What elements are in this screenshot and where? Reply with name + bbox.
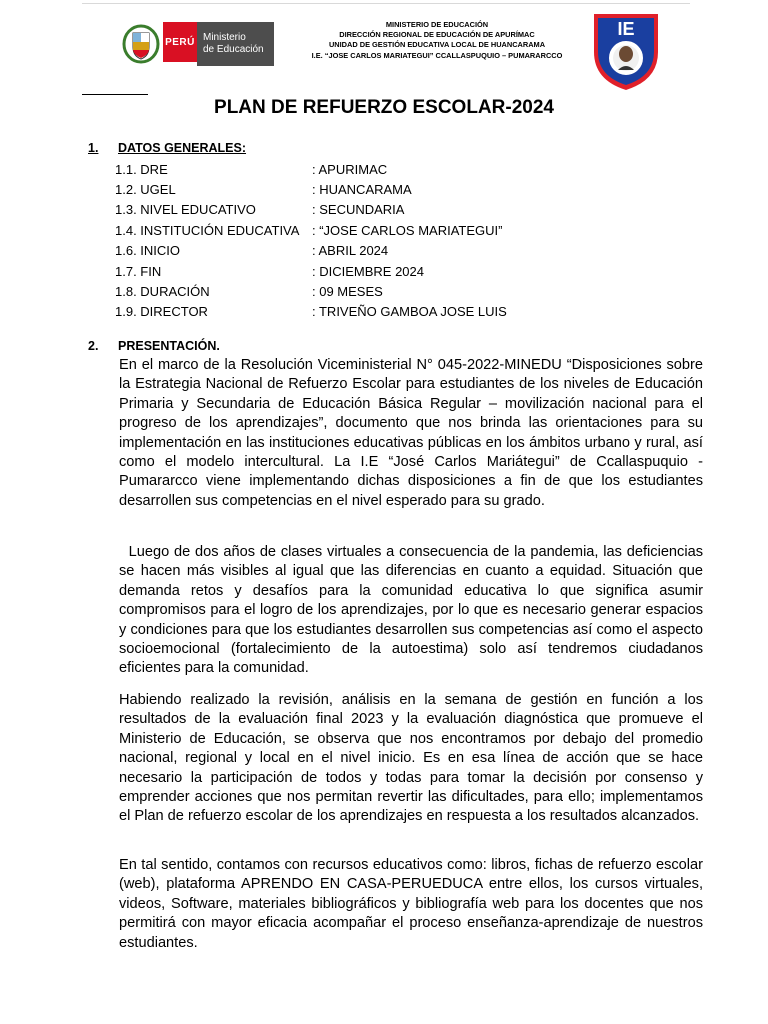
short-rule xyxy=(82,94,148,95)
data-row-institucion xyxy=(115,221,502,241)
data-label: 1.1. DRE xyxy=(115,162,168,177)
data-label: 1.6. INICIO xyxy=(115,243,181,258)
ie-logo-text: IE xyxy=(617,19,635,39)
data-value: : HUANCARAMA xyxy=(312,182,412,197)
paragraph: Habiendo realizado la revisión, análisis en la semana de gestión en función a los resultados de la evaluación final 2023 y la evaluación diagnóstica que promueve el Ministerio de Educación, se observa que nos encontramos por debajo del promedio nacional, regional y local en el nivel inicio. Es en esa línea de acción que se hace necesario la participación de todos y todas para tomar la decisión por consenso y emprender acciones que nos permitan revertir las dificultades, para ello; implementamos el Plan de refuerzo escolar de los aprendizajes en respuesta a los resultados alcanzados. xyxy=(119,692,703,825)
data-row-duracion xyxy=(115,282,383,302)
data-label: 1.9. DIRECTOR xyxy=(115,304,208,319)
data-row-fin xyxy=(115,262,424,282)
peru-label: PERÚ xyxy=(163,22,197,62)
data-label: 1.2. UGEL xyxy=(115,182,176,197)
data-row-nivel xyxy=(115,200,404,220)
header-line: DIRECCIÓN REGIONAL DE EDUCACIÓN DE APURÍMAC xyxy=(339,30,535,40)
section-1-title: DATOS GENERALES: xyxy=(118,141,247,155)
section-1-heading xyxy=(88,141,246,155)
top-rule xyxy=(82,3,690,4)
page-title: PLAN DE REFUERZO ESCOLAR-2024 xyxy=(214,97,554,118)
header-line: MINISTERIO DE EDUCACIÓN xyxy=(385,20,489,29)
paragraph: Luego de dos años de clases virtuales a consecuencia de la pandemia, las deficiencias se hacen más visibles al igual que las diferencias en cuanto a equidad. Situación que demanda retos y desafíos para la comunidad educativa lo que significa asumir compromisos para el logro de los aprendizajes, por lo que es necesario generar espacios y condiciones para que los estudiantes desarrollen sus competencias así como el aspecto socioemocional (fortalecimiento de la autoestima) solo así tendremos ciudadanos eficientes para la comunidad. xyxy=(119,544,708,677)
institution-header xyxy=(292,20,582,61)
data-value: : ABRIL 2024 xyxy=(312,243,389,258)
national-shield-icon xyxy=(119,22,163,66)
data-row-dre xyxy=(115,160,387,180)
paragraph: En tal sentido, contamos con recursos educativos como: libros, fichas de refuerzo escolar (web), plataforma APRENDO EN CASA-PERUEDUCA entre ellos, los cursos virtuales, videos, Software, materiales bibliográficos y bibliografía web para los docentes que nos permitirá con mayor eficacia acompañar el proceso enseñanza-aprendizaje de nuestros estudiantes. xyxy=(119,857,703,951)
data-value: : APURIMAC xyxy=(312,162,388,177)
data-value: : TRIVEÑO GAMBOA JOSE LUIS xyxy=(312,304,507,319)
data-value: : SECUNDARIA xyxy=(312,202,405,217)
data-row-inicio xyxy=(115,241,388,261)
data-label: 1.7. FIN xyxy=(115,264,162,279)
paragraph: En el marco de la Resolución Viceministerial N° 045-2022-MINEDU “Disposiciones sobre la Estrategia Nacional de Refuerzo Escolar para estudiantes de los niveles de Educación Primaria y Secundaria de Educación Básica Regular – movilización nacional para el progreso de los aprendizajes”, documento que nos brinda las orientaciones para su implementación en las instituciones educativas públicas en los ámbitos urbano y rural, así como el modelo intercultural. La I.E “José Carlos Mariátegui” de Ccallaspuquio -Pumararcco viene implementando dichas disposiciones a fin de que los estudiantes desarrollen sus competencias en el nivel esperado para su grado. xyxy=(119,357,703,509)
data-label: 1.4. INSTITUCIÓN EDUCATIVA xyxy=(115,223,300,238)
data-row-director xyxy=(115,302,507,322)
ministry-line-2: de Educación xyxy=(203,44,264,55)
data-label: 1.3. NIVEL EDUCATIVO xyxy=(115,202,256,217)
section-2-heading xyxy=(88,339,220,353)
section-2-number: 2. xyxy=(88,339,99,353)
section-2-title: PRESENTACIÓN. xyxy=(118,339,220,353)
ministry-logo xyxy=(119,22,274,66)
header-line: I.E. “JOSE CARLOS MARIATEGUI” CCALLASPUQUIO – PUMARARCCO xyxy=(311,50,563,60)
data-value: : DICIEMBRE 2024 xyxy=(312,264,424,279)
data-value: : 09 MESES xyxy=(312,284,383,299)
data-value: : “JOSE CARLOS MARIATEGUI” xyxy=(312,223,503,238)
ministry-line-1: Ministerio xyxy=(203,32,246,43)
data-label: 1.8. DURACIÓN xyxy=(115,284,210,299)
section-1-number: 1. xyxy=(88,141,99,155)
ministry-name xyxy=(197,22,274,66)
ie-school-logo xyxy=(588,8,664,92)
header-line: UNIDAD DE GESTIÓN EDUCATIVA LOCAL DE HUANCARAMA xyxy=(328,40,546,50)
data-row-ugel xyxy=(115,180,412,200)
